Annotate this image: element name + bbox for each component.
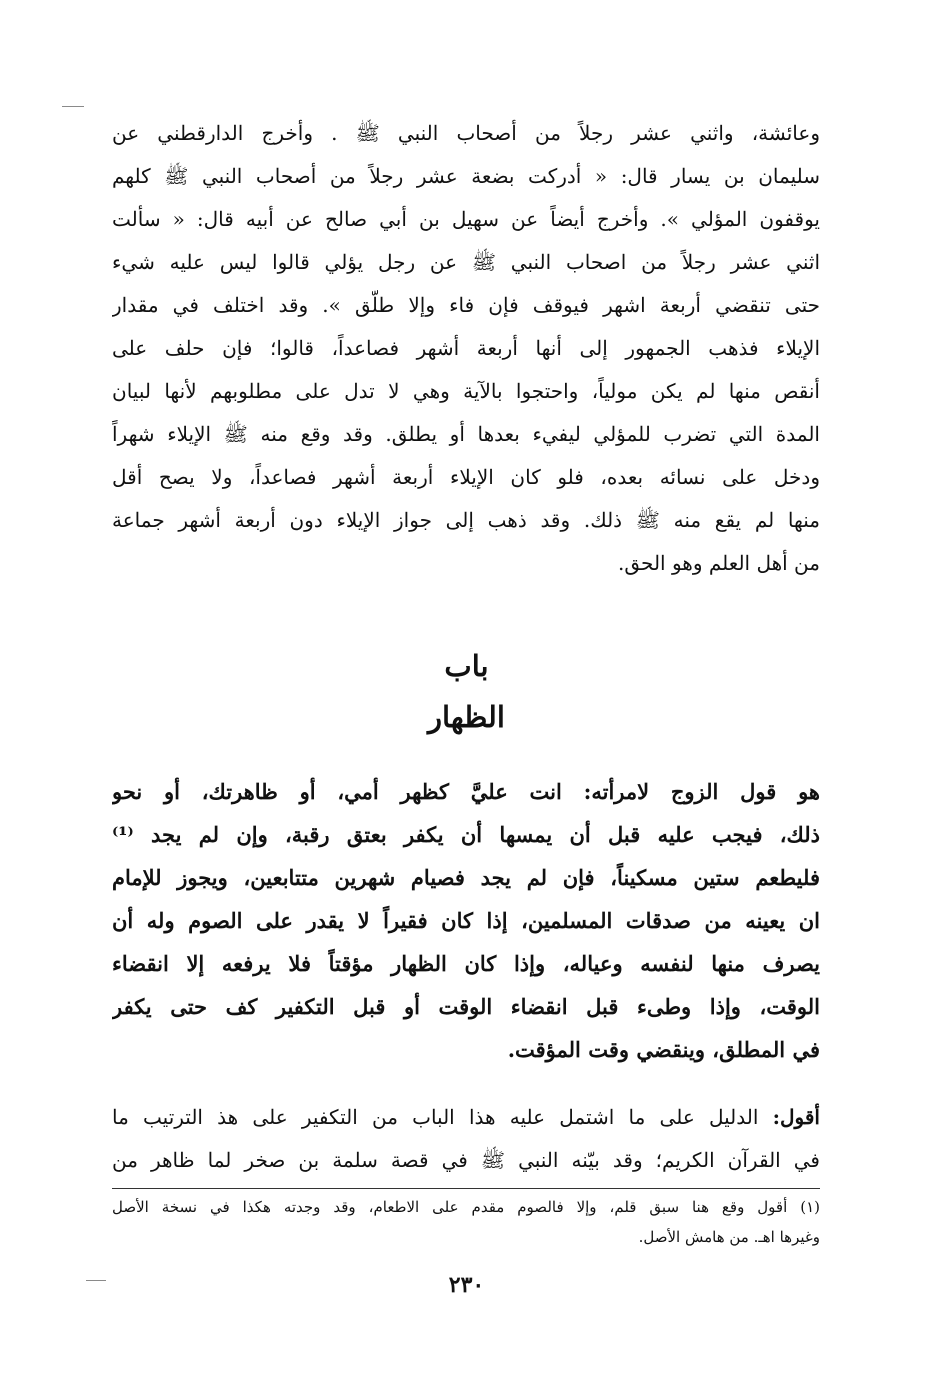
text-line: حتى تنقضي أربعة اشهر فيوقف فإن فاء وإلا طلّق ». وقد اختلف في مقدار [112, 293, 820, 317]
text-line: أنقص منها لم يكن مولياً، واحتجوا بالآية وهي لا تدل على مطلوبهم لأنها لبيان [112, 379, 820, 403]
rule-line: هو قول الزوج لامرأته: انت عليَّ كظهر أمي، أو ظاهرتك، أو نحو [112, 779, 820, 804]
rule-line: ذلك، فيجب عليه قبل أن يمسها أن يكفر بعتق رقبة، وإن لم يجد ⁽¹⁾ [112, 822, 820, 847]
text-line: المدة التي تضرب للمؤلي ليفيء بعدها أو يطلق. وقد وقع منه ﷺ الإيلاء شهراً [112, 422, 820, 446]
text-line: يوقفون المؤلي ». وأخرج أيضاً عن سهيل بن أبي صالح عن أبيه قال: « سألت [112, 207, 820, 231]
footnote-line: وغيرها اهـ. من هامش الأصل. [638, 1228, 820, 1246]
text-line: من أهل العلم وهو الحق. [618, 551, 820, 575]
chapter-label: باب [444, 649, 489, 683]
text-line: ودخل على نسائه بعده، فلو كان الإيلاء أربعة أشهر فصاعداً، ولا يصح أقل [112, 465, 820, 489]
footnote [112, 1192, 820, 1252]
commentary [112, 1096, 820, 1182]
footnote-divider [112, 1188, 820, 1189]
scan-mark-top [62, 106, 84, 107]
text-line: الإيلاء فذهب الجمهور إلى أنها أربعة أشهر فصاعداً، قالوا؛ فإن حلف على [112, 336, 820, 360]
rule-line: الوقت، وإذا وطىء قبل انقضاء الوقت أو قبل التكفير كف حتى يكفر [112, 994, 820, 1019]
paragraph-continuation [112, 112, 820, 585]
rule-line: في المطلق، وينقضي وقت المؤقت. [507, 1037, 820, 1062]
text-line: وعائشة، واثني عشر رجلاً من أصحاب النبي ﷺ . وأخرج الدارقطني عن [112, 121, 820, 145]
chapter-title: الظهار [428, 700, 505, 734]
page-number: ٢٣٠ [448, 1272, 485, 1298]
rule-line: يصرف منها لنفسه وعياله، وإذا كان الظهار مؤقتاً فلا يرفعه إلا انقضاء [112, 951, 820, 976]
text-line: اثني عشر رجلاً من اصحاب النبي ﷺ عن رجل يؤلي قالوا ليس عليه شيء [112, 250, 820, 274]
rule-line: ان يعينه من صدقات المسلمين، إذا كان فقيراً لا يقدر على الصوم وله أن [112, 908, 820, 933]
commentary-text: الدليل على ما اشتمل عليه هذا الباب من التكفير على هذ الترتيب ما [112, 1105, 773, 1129]
commentary-lead: أقول: [772, 1105, 820, 1129]
text-line: منها لم يقع منه ﷺ ذلك. وقد ذهب إلى جواز الإيلاء دون أربعة أشهر جماعة [112, 508, 820, 532]
rule-line: فليطعم ستين مسكيناً، فإن لم يجد فصيام شهرين متتابعين، ويجوز للإمام [112, 865, 820, 890]
footnote-line: (١) أقول وقع هنا سبق قلم، وإلا فالصوم مقدم على الاطعام، وقد وجدته هكذا في نسخة الأصل [112, 1198, 820, 1216]
commentary-line [112, 1096, 820, 1139]
text-line: سليمان بن يسار قال: « أدركت بضعة عشر رجلاً من أصحاب النبي ﷺ كلهم [112, 164, 820, 188]
rule-text [112, 770, 820, 1071]
commentary-line: في القرآن الكريم؛ وقد بيّنه النبي ﷺ في قصة سلمة بن صخر لما ظاهر من [112, 1148, 820, 1172]
